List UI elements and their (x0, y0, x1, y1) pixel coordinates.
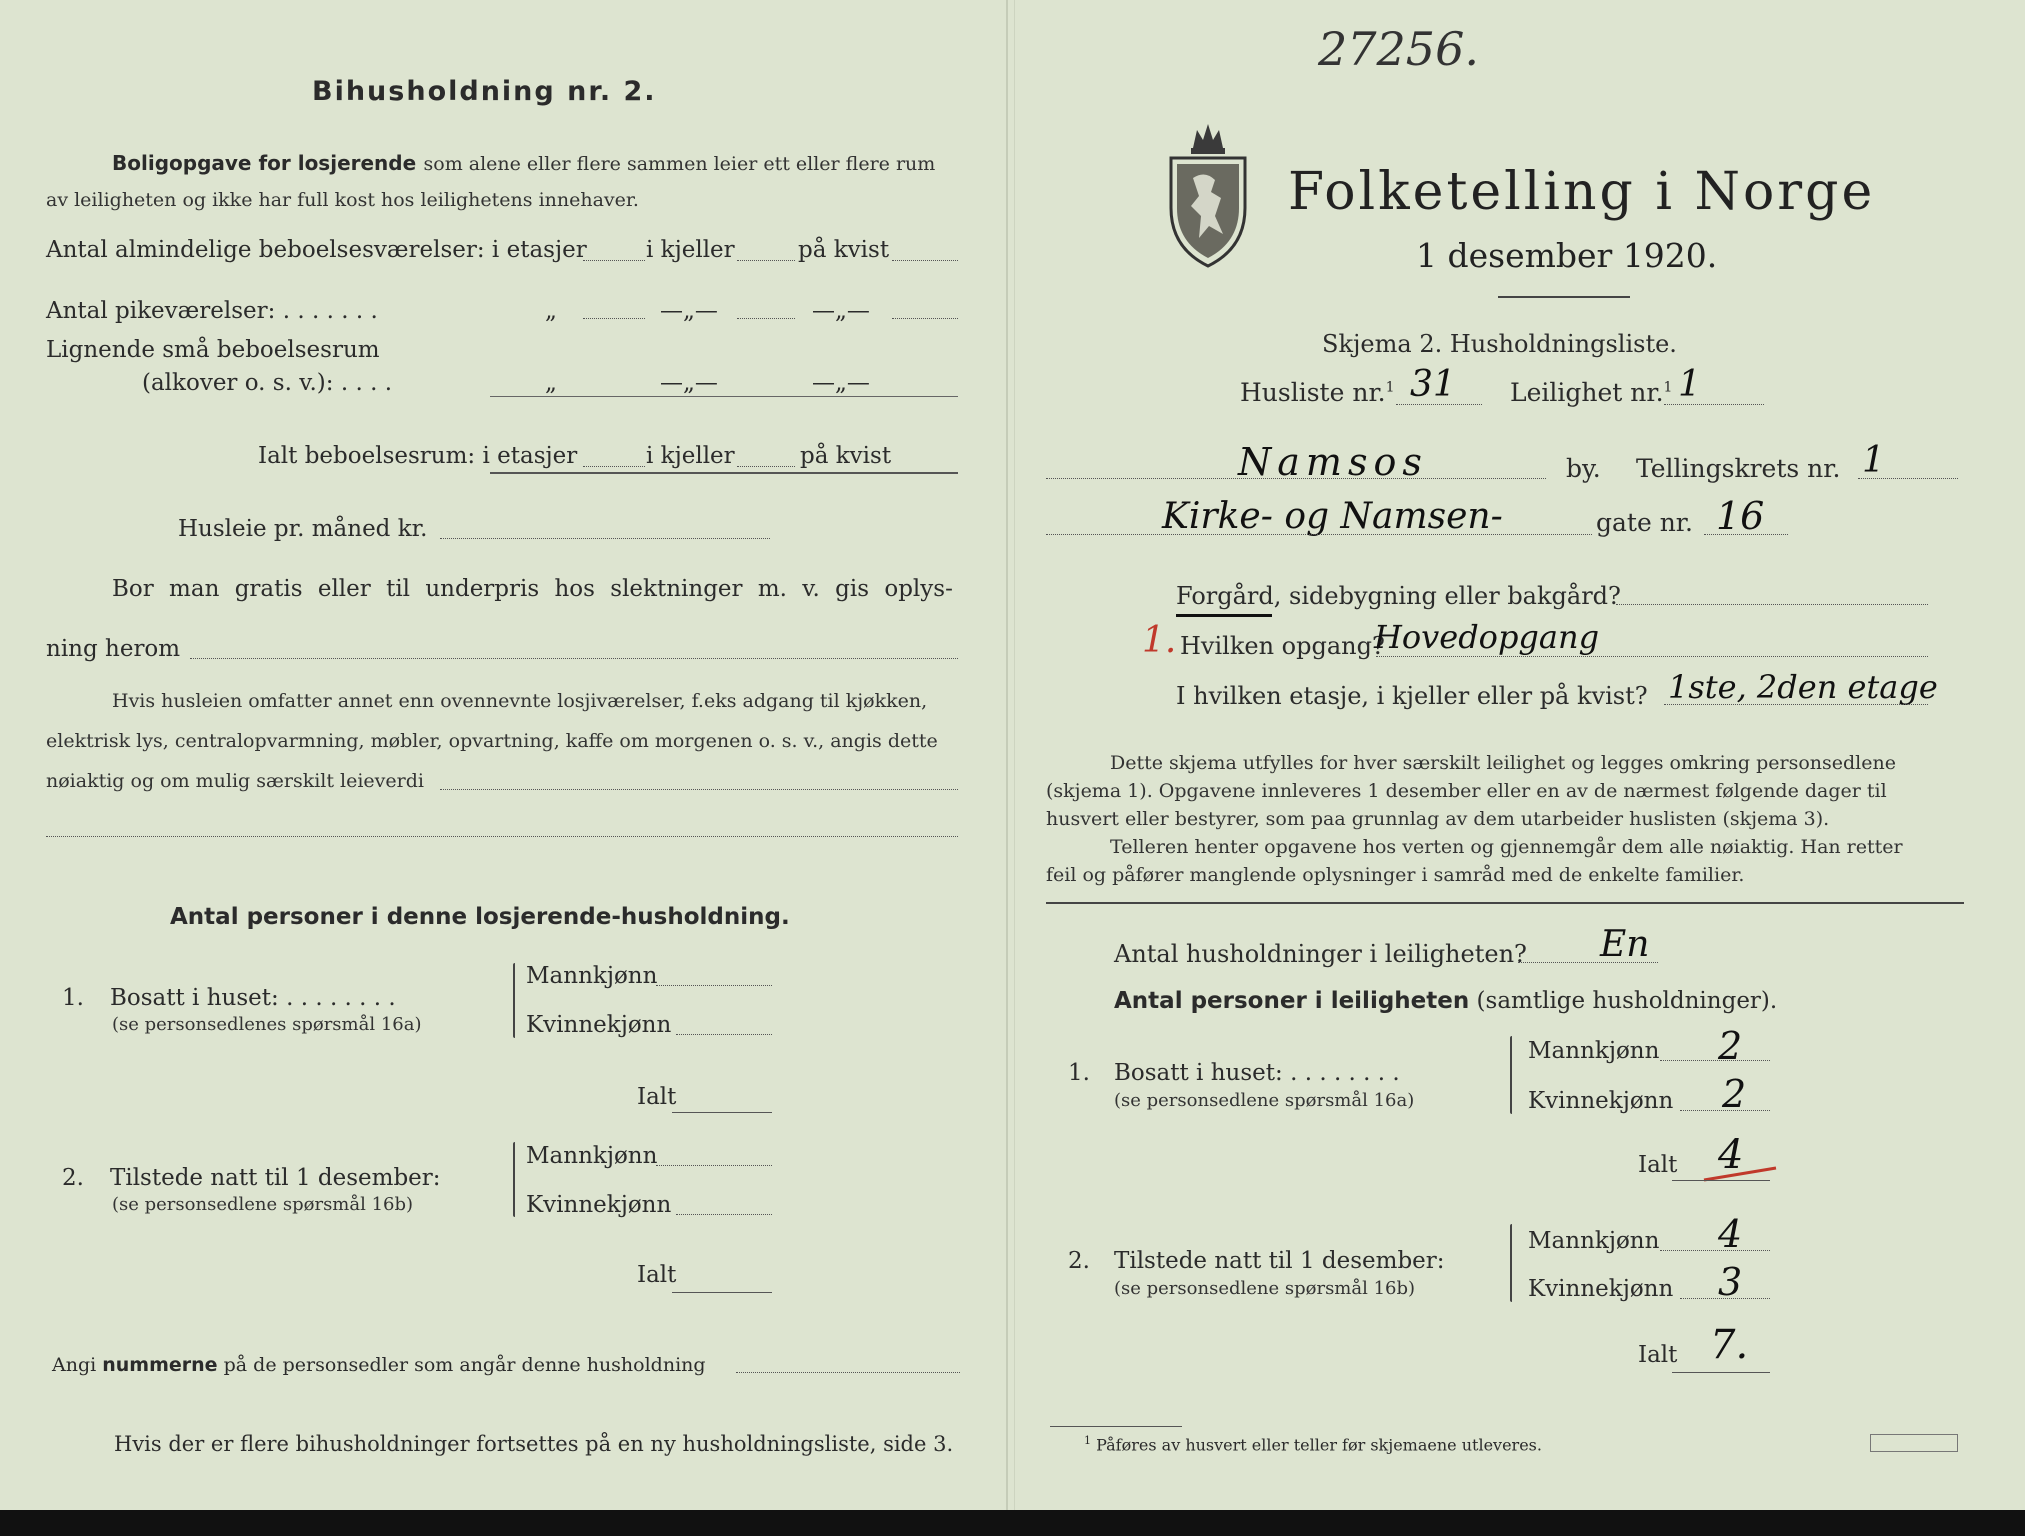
right-persons-bold: Antal personer i leiligheten (1114, 988, 1470, 1014)
left-q2-kvinne: Kvinnekjønn (526, 1192, 672, 1218)
left-q2-label: Tilstede natt til 1 desember: (110, 1165, 441, 1191)
footnote (1084, 1434, 1542, 1454)
husliste-line (1396, 404, 1482, 405)
left-q2-kvinne-line (676, 1214, 772, 1215)
street-line (1046, 534, 1592, 535)
opgang-label: Hvilken opgang? (1180, 632, 1385, 660)
left-q2-ialt-line (672, 1292, 772, 1293)
right-q1-num: 1. (1068, 1060, 1090, 1086)
right-q1-label: Bosatt i huset: . . . . . . . . (1114, 1060, 1400, 1086)
instruction-4: Telleren henter opgavene hos verten og gjennemgår dem alle nøiaktig. Han retter (1110, 836, 1903, 858)
etasje-label: I hvilken etasje, i kjeller eller på kvist? (1176, 682, 1648, 710)
pike-label: Antal pikeværelser: . . . . . . . (46, 298, 378, 324)
center-fold (1006, 0, 1008, 1510)
right-date: 1 desember 1920. (1416, 236, 1718, 275)
tellingskrets-value[interactable]: 1 (1862, 440, 1885, 481)
leilighet-value[interactable]: 1 (1678, 364, 1701, 405)
pike-ditto-3: —„— (812, 298, 870, 324)
ialt-rooms-line-1 (583, 466, 645, 467)
lignende-line (490, 396, 958, 397)
tellingskrets-label: Tellingskrets nr. (1636, 454, 1841, 483)
pike-ditto-1: „ (545, 298, 557, 324)
opgang-red-mark: 1. (1142, 620, 1177, 661)
right-q2-kvinne: Kvinnekjønn (1528, 1276, 1674, 1302)
pike-line-2 (737, 318, 795, 319)
left-persons-heading: Antal personer i denne losjerende-husholdning. (170, 904, 790, 930)
right-q1-brace (1510, 1036, 1512, 1114)
right-q1-ialt: Ialt (1638, 1152, 1678, 1178)
gate-line (1704, 534, 1788, 535)
right-title: Folketelling i Norge (1288, 162, 1876, 222)
etasje-line (1664, 704, 1928, 705)
intro-bold: Boligopgave for losjerende (112, 151, 417, 175)
street-value[interactable]: Kirke- og Namsen- (1162, 496, 1503, 537)
gratis-line-1: Bor man gratis eller til underpris hos slektninger m. v. gis oplys- (112, 576, 953, 602)
leilighet-label: Leilighet nr. (1510, 378, 1664, 407)
left-q2-mann-line (656, 1165, 772, 1166)
pike-line-1 (583, 318, 645, 319)
right-q2-ialt-value[interactable]: 7. (1710, 1322, 1749, 1368)
gratis-line (190, 658, 958, 659)
right-q1-kvinne-value[interactable]: 2 (1722, 1072, 1747, 1116)
right-persons-rest: (samtlige husholdninger). (1476, 988, 1778, 1014)
rooms-kvist-line (892, 260, 958, 261)
hvis-line-3: nøiaktig og om mulig særskilt leieverdi (46, 770, 424, 792)
footnote-text: Påføres av husvert eller teller før skjemaene utleveres. (1096, 1435, 1542, 1455)
hvis-line-1: Hvis husleien omfatter annet enn ovennevnte losjiværelser, f.eks adgang til kjøkken, (112, 690, 928, 712)
left-footer: Hvis der er flere bihusholdninger fortsettes på en ny husholdningsliste, side 3. (114, 1432, 954, 1456)
opgang-value[interactable]: Hovedopgang (1374, 618, 1600, 656)
pike-line-3 (892, 318, 958, 319)
husliste-value[interactable]: 31 (1410, 364, 1456, 405)
left-q1-ialt-line (672, 1112, 772, 1113)
ialt-rooms-label: Ialt beboelsesrum: i etasjer (258, 443, 578, 469)
right-q1-mann-value[interactable]: 2 (1718, 1024, 1743, 1068)
intro-line-1 (112, 150, 935, 176)
date-rule (1498, 296, 1630, 298)
left-q1-label: Bosatt i huset: . . . . . . . . (110, 985, 396, 1011)
angi-fill-line (736, 1372, 960, 1373)
town-line (1046, 478, 1546, 479)
forgard-underline (1176, 614, 1272, 617)
lignende-ditto-2: —„— (660, 370, 718, 396)
left-separator (46, 836, 958, 837)
hvis-line-2: elektrisk lys, centralopvarmning, møbler, opvartning, kaffe om morgenen o. s. v., angis dette (46, 730, 938, 752)
leilighet-row (1510, 378, 1672, 407)
left-q1-mann: Mannkjønn (526, 963, 658, 989)
footnote-rule (1050, 1426, 1182, 1427)
husleie-label: Husleie pr. måned kr. (178, 516, 428, 542)
left-q2-num: 2. (62, 1165, 84, 1191)
left-q2-brace (513, 1142, 515, 1217)
left-q1-kvinne-line (676, 1034, 772, 1035)
instruction-3: husvert eller bestyrer, som paa grunnlag av dem utarbeider huslisten (skjema 3). (1046, 808, 1830, 830)
left-q1-num: 1. (62, 985, 84, 1011)
right-q2-mann: Mannkjønn (1528, 1228, 1660, 1254)
angi-text-2: på de personsedler som angår denne husholdning (223, 1354, 706, 1376)
right-q2-ialt-line (1672, 1372, 1770, 1373)
intro-line-2: av leiligheten og ikke har full kost hos leilighetens innehaver. (46, 189, 639, 211)
lignende-label-1: Lignende små beboelsesrum (46, 337, 380, 363)
left-title: Bihusholdning nr. 2. (312, 76, 657, 107)
printer-stamp (1870, 1434, 1958, 1452)
right-q2-brace (1510, 1224, 1512, 1302)
ialt-rooms-underline (490, 472, 958, 474)
right-q2-label: Tilstede natt til 1 desember: (1114, 1248, 1445, 1274)
by-label: by. (1566, 454, 1601, 483)
instruction-1: Dette skjema utfylles for hver særskilt leilighet og legges omkring personsedlene (1110, 752, 1896, 774)
antal-hush-label: Antal husholdninger i leiligheten? (1114, 940, 1527, 968)
angi-bold: nummerne (102, 1354, 218, 1376)
archive-number: 27256. (1318, 22, 1479, 76)
hvis-line (440, 789, 958, 790)
right-separator (1046, 902, 1964, 904)
left-q2-sub: (se personsedlene spørsmål 16b) (112, 1194, 414, 1215)
right-q2-kvinne-value[interactable]: 3 (1718, 1260, 1743, 1304)
red-correction-mark (1700, 1162, 1780, 1186)
left-q2-ialt: Ialt (637, 1262, 677, 1288)
ialt-rooms-kvist: på kvist (800, 443, 892, 469)
right-q1-kvinne: Kvinnekjønn (1528, 1088, 1674, 1114)
forgard-label: Forgård, sidebygning eller bakgård? (1176, 582, 1621, 610)
rooms-etasjer-line (583, 260, 645, 261)
antal-hush-value[interactable]: En (1600, 924, 1650, 965)
ialt-rooms-line-2 (737, 466, 795, 467)
lignende-ditto-1: „ (545, 370, 557, 396)
right-q2-sub: (se personsedlene spørsmål 16b) (1114, 1278, 1416, 1299)
left-q1-kvinne: Kvinnekjønn (526, 1012, 672, 1038)
instruction-2: (skjema 1). Opgavene innleveres 1 desember eller en av de nærmest følgende dager til (1046, 780, 1887, 802)
tellingskrets-line (1858, 478, 1958, 479)
left-q1-mann-line (656, 985, 772, 986)
right-q2-num: 2. (1068, 1248, 1090, 1274)
center-fold-shadow (1014, 0, 1015, 1510)
husleie-line (440, 538, 770, 539)
left-q1-sub: (se personsedlenes spørsmål 16a) (112, 1014, 422, 1035)
leilighet-sup: 1 (1663, 379, 1673, 396)
angi-text-1: Angi (52, 1354, 97, 1376)
forgard-line (1616, 604, 1928, 605)
rooms-kjeller: i kjeller (646, 237, 735, 263)
antal-hush-line (1518, 962, 1658, 963)
rooms-label: Antal almindelige beboelsesværelser: i etasjer (46, 237, 587, 263)
right-q1-mann-line (1660, 1060, 1770, 1061)
right-q1-ialt-value[interactable]: 4 (1718, 1132, 1744, 1178)
right-q1-mann: Mannkjønn (1528, 1038, 1660, 1064)
left-q2-mann: Mannkjønn (526, 1143, 658, 1169)
right-q1-sub: (se personsedlene spørsmål 16a) (1114, 1090, 1415, 1111)
left-q1-ialt: Ialt (637, 1084, 677, 1110)
town-value[interactable]: Namsos (1238, 440, 1428, 484)
left-q1-brace (513, 963, 515, 1038)
angi-line (52, 1354, 706, 1376)
right-q1-ialt-line (1672, 1180, 1770, 1181)
gratis-line-2: ning herom (46, 636, 181, 662)
right-q2-ialt: Ialt (1638, 1342, 1678, 1368)
lignende-ditto-3: —„— (812, 370, 870, 396)
pike-ditto-2: —„— (660, 298, 718, 324)
scan-edge (0, 1510, 2025, 1536)
husliste-label: Husliste nr. (1240, 378, 1386, 407)
norwegian-lion-crest-icon (1165, 118, 1251, 268)
leilighet-line (1664, 404, 1764, 405)
right-q2-mann-value[interactable]: 4 (1718, 1212, 1743, 1256)
right-q2-mann-line (1660, 1250, 1770, 1251)
skjema-label: Skjema 2. Husholdningsliste. (1322, 330, 1677, 358)
intro-rest: som alene eller flere sammen leier ett eller flere rum (423, 153, 936, 175)
footnote-sup: 1 (1084, 1434, 1091, 1447)
right-persons-heading (1114, 988, 1777, 1014)
etasje-value[interactable]: 1ste, 2den etage (1668, 668, 1938, 706)
husliste-row (1240, 378, 1395, 407)
gate-label: gate nr. (1596, 508, 1693, 537)
rooms-kvist: på kvist (798, 237, 890, 263)
opgang-line (1376, 656, 1928, 657)
gate-value[interactable]: 16 (1716, 494, 1765, 538)
rooms-kjeller-line (737, 260, 795, 261)
lignende-label-2: (alkover o. s. v.): . . . . (142, 370, 393, 396)
ialt-rooms-kjeller: i kjeller (646, 443, 735, 469)
instruction-5: feil og påfører manglende oplysninger i samråd med de enkelte familier. (1046, 864, 1745, 886)
husliste-sup: 1 (1385, 379, 1395, 396)
